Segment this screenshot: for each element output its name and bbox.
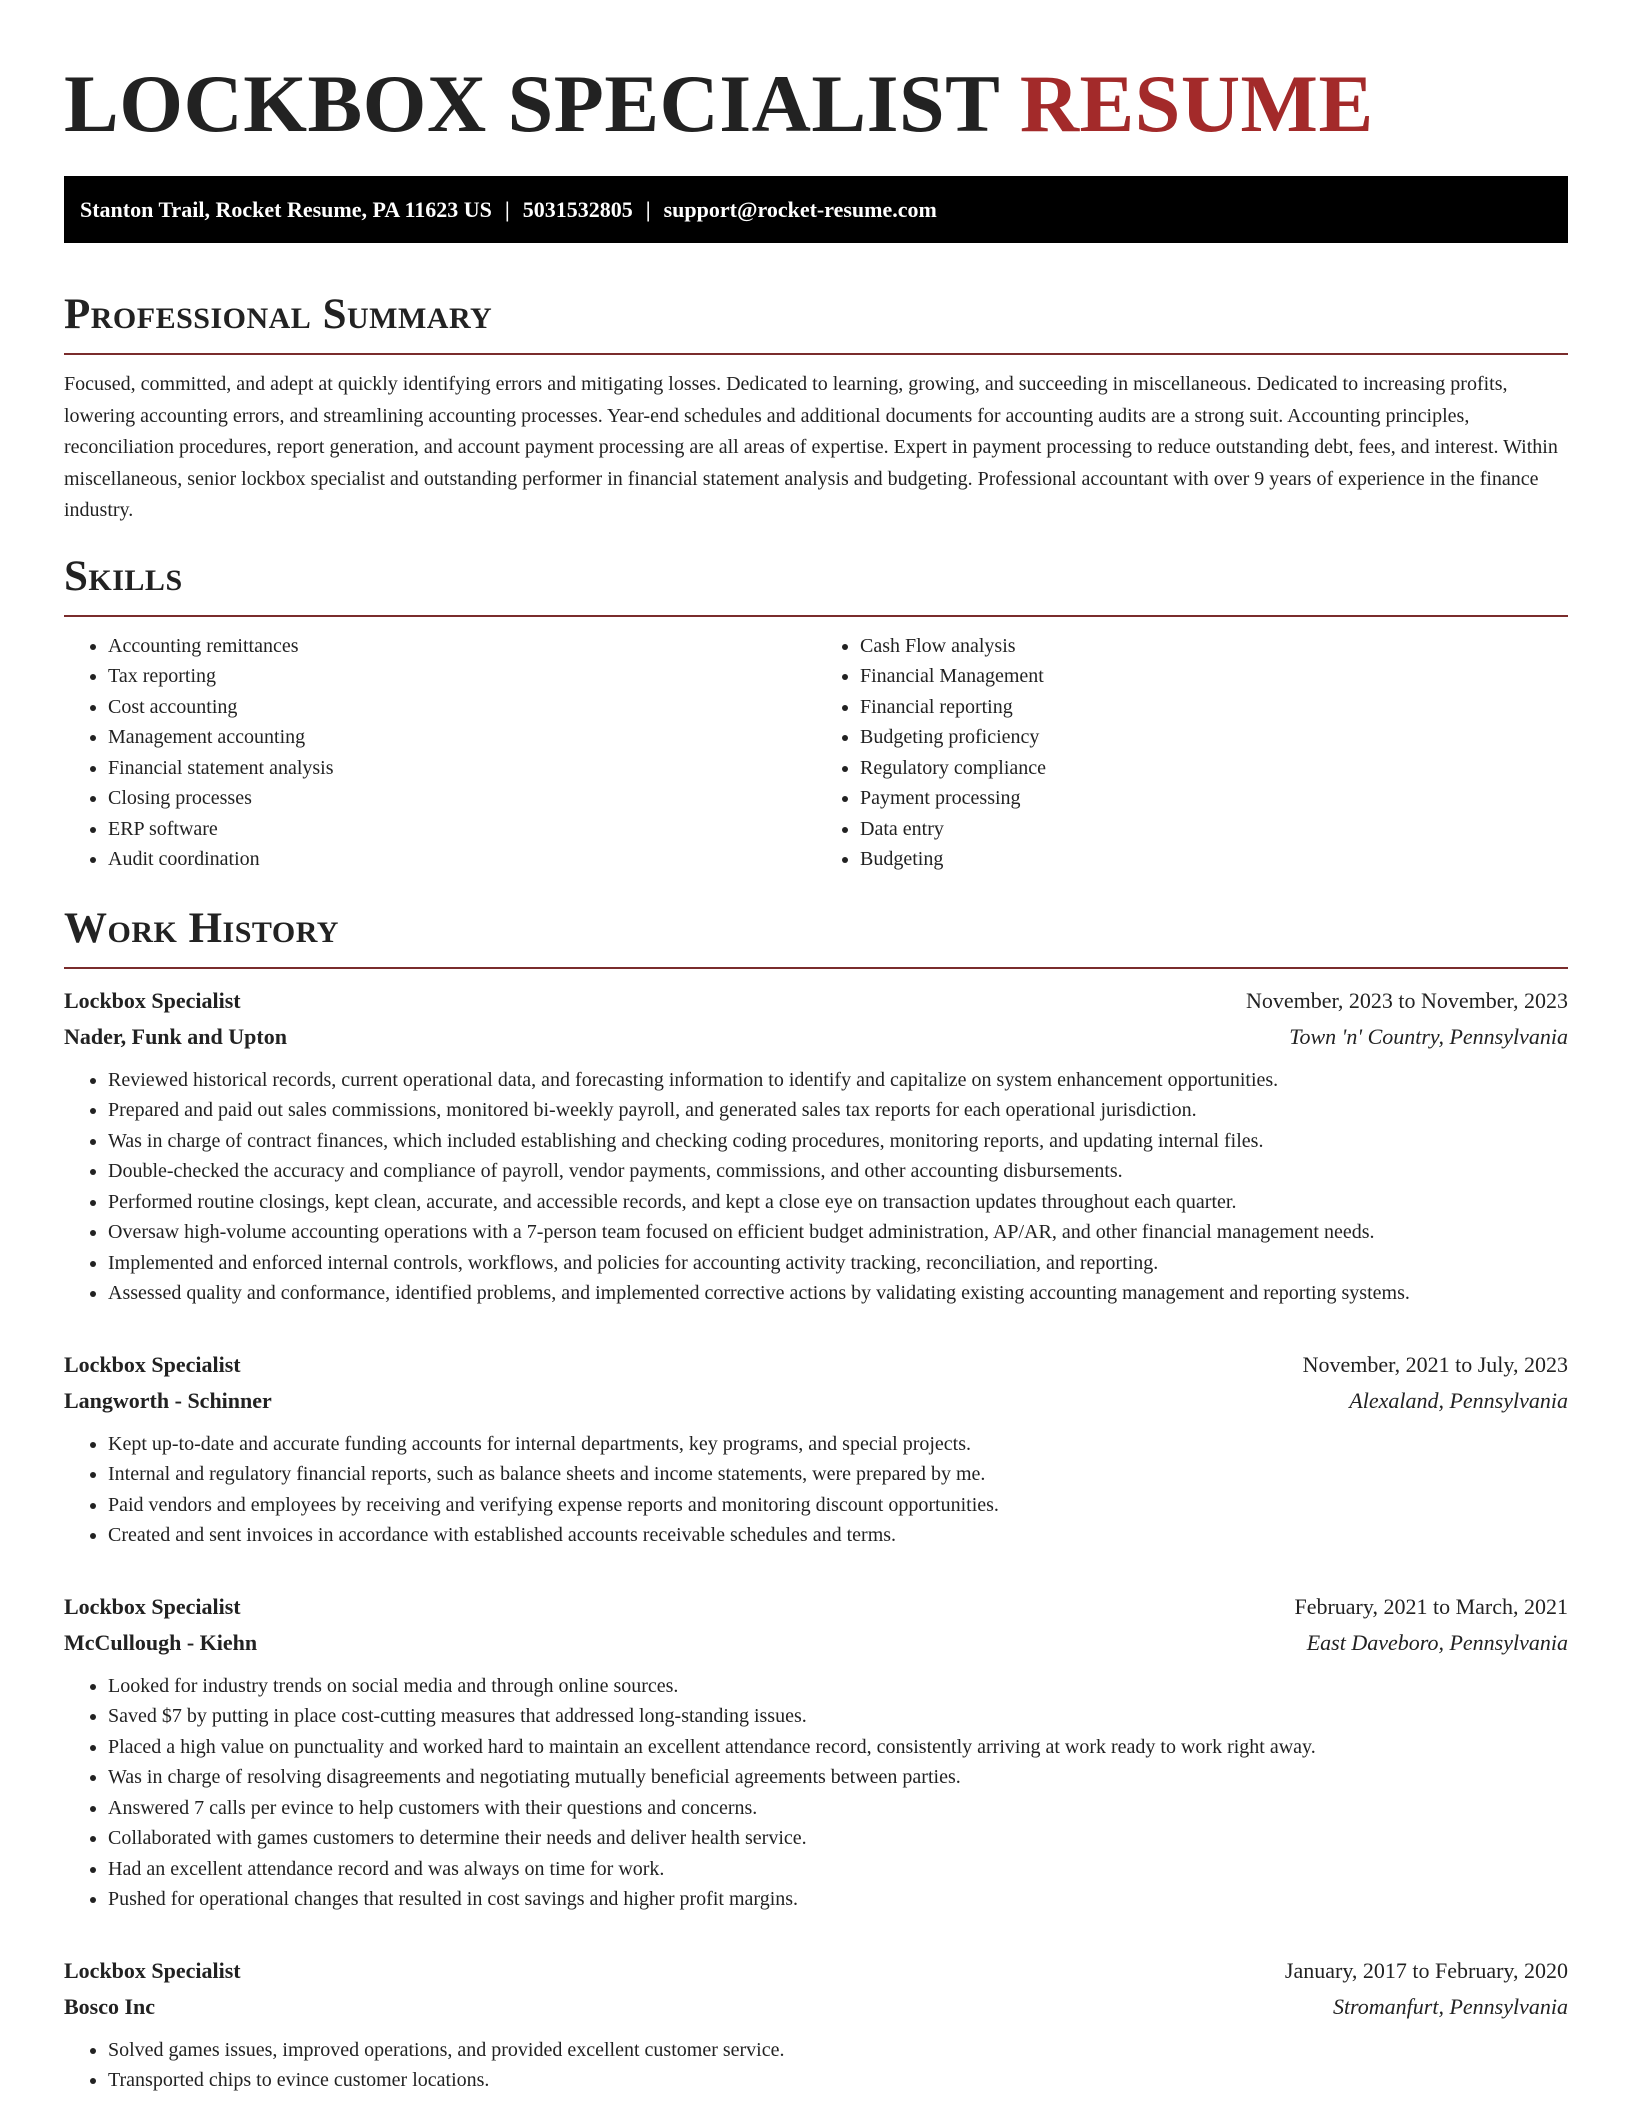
job-title: Lockbox Specialist	[64, 1351, 241, 1377]
page-title	[64, 56, 1568, 152]
section-divider	[64, 615, 1568, 617]
job-bullet: • Was in charge of contract finances, which included establishing and checking coding procedures, monitoring reports, and updating internal files.	[108, 1126, 1568, 1157]
summary-text: Focused, committed, and adept at quickly identifying errors and mitigating losses. Dedicated to learning, growing, and succeeding in miscellaneous. Dedicated to increasing profits, lowering accounting errors, and streamlining accounting processes. Year-end schedules and additional documents for accounting audits are a strong suit. Accounting principles, reconciliation procedures, report generation, and account payment processing are all areas of expertise. Expert in payment processing to reduce outstanding debt, fees, and interest. Within miscellaneous, senior lockbox specialist and outstanding performer in financial statement analysis and budgeting. Professional accountant with over 9 years of experience in the finance industry.	[64, 373, 1558, 521]
skill-item: • Audit coordination	[108, 844, 816, 875]
skill-item: • Closing processes	[108, 783, 816, 814]
job-bullet: • Prepared and paid out sales commissions, monitored bi-weekly payroll, and generated sales tax reports for each operational jurisdiction.	[108, 1095, 1568, 1126]
skill-item: • Tax reporting	[108, 661, 816, 692]
contact-address: Stanton Trail, Rocket Resume, PA 11623 US	[80, 196, 492, 222]
job-entry	[64, 1953, 1568, 2096]
contact-separator: |	[645, 196, 651, 222]
title-accent: RESUME	[1019, 58, 1374, 149]
job-company-row	[64, 1019, 1568, 1055]
job-dates: January, 2017 to February, 2020	[1284, 1957, 1568, 1983]
contact-phone: 5031532805	[522, 196, 633, 222]
skills-grid	[64, 631, 1568, 875]
job-bullet: • Saved $7 by putting in place cost-cutting measures that addressed long-standing issues.	[108, 1701, 1568, 1732]
job-bullet-list	[64, 2035, 1568, 2096]
job-location: Stromanfurt, Pennsylvania	[1332, 1993, 1568, 2019]
job-bullet: • Looked for industry trends on social media and through online sources.	[108, 1671, 1568, 1702]
work-history-section	[64, 901, 1568, 2096]
summary-heading: Professional Summary	[64, 291, 493, 338]
job-bullet: • Collaborated with games customers to determine their needs and deliver health service.	[108, 1823, 1568, 1854]
job-bullet: • Paid vendors and employees by receiving and verifying expense reports and monitoring discount opportunities.	[108, 1490, 1568, 1521]
job-entry	[64, 983, 1568, 1309]
skill-item: • Accounting remittances	[108, 631, 816, 662]
job-title: Lockbox Specialist	[64, 987, 241, 1013]
job-dates: November, 2023 to November, 2023	[1245, 987, 1568, 1013]
job-bullet: • Solved games issues, improved operations, and provided excellent customer service.	[108, 2035, 1568, 2066]
job-company-row	[64, 1625, 1568, 1661]
job-bullet: • Reviewed historical records, current operational data, and forecasting information to identify and capitalize on system enhancement opportunities.	[108, 1065, 1568, 1096]
job-bullet: • Oversaw high-volume accounting operations with a 7-person team focused on efficient budget administration, AP/AR, and other financial management needs.	[108, 1217, 1568, 1248]
job-company-row	[64, 1383, 1568, 1419]
contact-separator: |	[504, 196, 510, 222]
job-company: Bosco Inc	[64, 1993, 156, 2019]
section-divider	[64, 353, 1568, 355]
job-header-row	[64, 1953, 1568, 1989]
job-bullet: • Implemented and enforced internal controls, workflows, and policies for accounting activity tracking, reconciliation, and reporting.	[108, 1248, 1568, 1279]
job-entry	[64, 1589, 1568, 1915]
skills-section	[64, 549, 1568, 875]
job-bullet-list	[64, 1671, 1568, 1915]
job-title: Lockbox Specialist	[64, 1593, 241, 1619]
job-dates: November, 2021 to July, 2023	[1302, 1351, 1568, 1377]
job-location: Town 'n' Country, Pennsylvania	[1289, 1023, 1568, 1049]
skill-item: • Regulatory compliance	[860, 753, 1568, 784]
job-bullet: • Transported chips to evince customer locations.	[108, 2065, 1568, 2096]
job-bullet: • Was in charge of resolving disagreements and negotiating mutually beneficial agreements between parties.	[108, 1762, 1568, 1793]
summary-section	[64, 287, 1568, 527]
section-divider	[64, 967, 1568, 969]
job-company: Langworth - Schinner	[64, 1387, 272, 1413]
skill-item: • Management accounting	[108, 722, 816, 753]
job-dates: February, 2021 to March, 2021	[1294, 1593, 1568, 1619]
job-location: Alexaland, Pennsylvania	[1349, 1387, 1568, 1413]
contact-bar	[64, 176, 1568, 243]
skill-item: • Budgeting proficiency	[860, 722, 1568, 753]
job-bullet: • Had an excellent attendance record and was always on time for work.	[108, 1854, 1568, 1885]
job-bullet: • Double-checked the accuracy and compliance of payroll, vendor payments, commissions, and other accounting disbursements.	[108, 1156, 1568, 1187]
work-history-heading: Work History	[64, 904, 339, 952]
job-bullet: • Created and sent invoices in accordance with established accounts receivable schedules and terms.	[108, 1520, 1568, 1551]
skill-item: • Cost accounting	[108, 692, 816, 723]
skills-heading: Skills	[64, 552, 183, 600]
job-bullet: • Pushed for operational changes that resulted in cost savings and higher profit margins.	[108, 1884, 1568, 1915]
skill-item: • Payment processing	[860, 783, 1568, 814]
skills-list-right	[816, 631, 1568, 875]
skill-item: • Budgeting	[860, 844, 1568, 875]
job-bullet: • Placed a high value on punctuality and worked hard to maintain an excellent attendance record, consistently arriving at work ready to work right away.	[108, 1732, 1568, 1763]
job-company: Nader, Funk and Upton	[64, 1023, 287, 1049]
skill-item: • Financial statement analysis	[108, 753, 816, 784]
job-entry	[64, 1347, 1568, 1551]
job-header-row	[64, 983, 1568, 1019]
skill-item: • ERP software	[108, 814, 816, 845]
job-header-row	[64, 1589, 1568, 1625]
job-title: Lockbox Specialist	[64, 1957, 241, 1983]
job-company: McCullough - Kiehn	[64, 1629, 258, 1655]
skill-item: • Financial Management	[860, 661, 1568, 692]
job-bullet: • Internal and regulatory financial reports, such as balance sheets and income statements, were prepared by me.	[108, 1459, 1568, 1490]
job-bullet: • Assessed quality and conformance, identified problems, and implemented corrective actions by validating existing accounting management and reporting systems.	[108, 1278, 1568, 1309]
skill-item: • Cash Flow analysis	[860, 631, 1568, 662]
skills-list-left	[64, 631, 816, 875]
skill-item: • Data entry	[860, 814, 1568, 845]
skill-item: • Financial reporting	[860, 692, 1568, 723]
job-bullet: • Kept up-to-date and accurate funding accounts for internal departments, key programs, and special projects.	[108, 1429, 1568, 1460]
contact-email: support@rocket-resume.com	[663, 196, 937, 222]
job-header-row	[64, 1347, 1568, 1383]
job-bullet-list	[64, 1065, 1568, 1309]
job-location: East Daveboro, Pennsylvania	[1306, 1629, 1568, 1655]
title-main: LOCKBOX SPECIALIST	[64, 58, 999, 149]
job-bullet: • Answered 7 calls per evince to help customers with their questions and concerns.	[108, 1793, 1568, 1824]
job-bullet: • Performed routine closings, kept clean, accurate, and accessible records, and kept a close eye on transaction updates throughout each quarter.	[108, 1187, 1568, 1218]
job-bullet-list	[64, 1429, 1568, 1551]
job-company-row	[64, 1989, 1568, 2025]
